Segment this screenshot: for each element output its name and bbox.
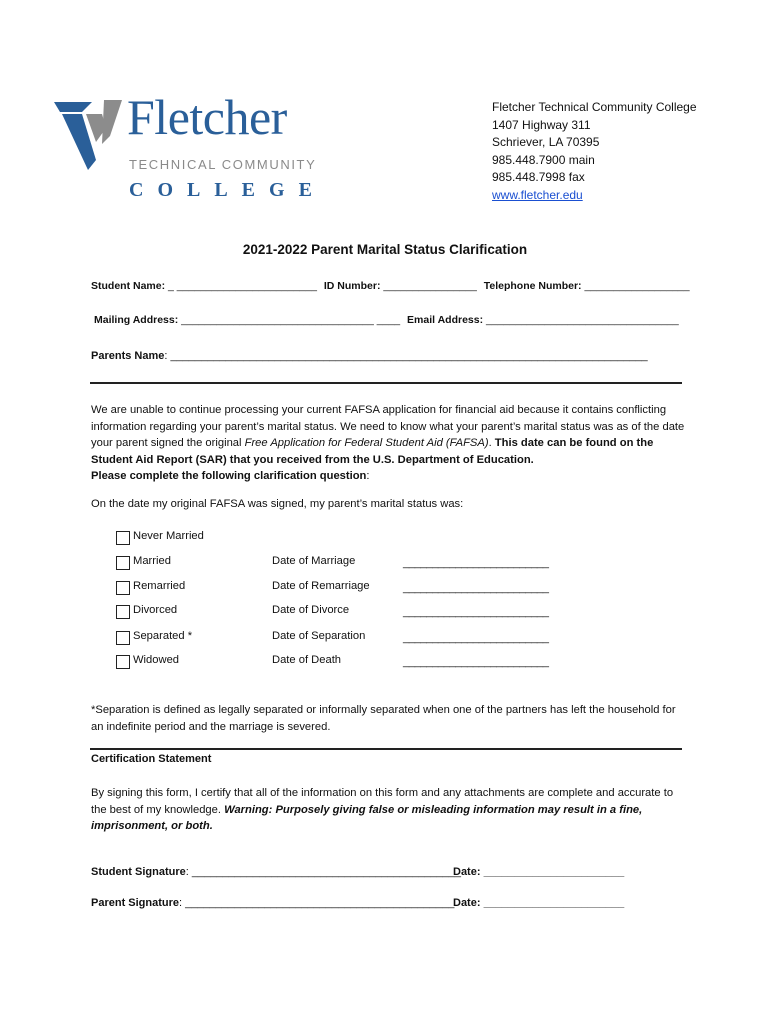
certification-heading: Certification Statement (91, 753, 212, 765)
student-signature-row (91, 866, 461, 878)
status-date-field[interactable]: _________________________ (403, 557, 549, 569)
parent-date-row (453, 897, 624, 909)
status-date-field[interactable]: _________________________ (403, 606, 549, 618)
section-divider (90, 382, 682, 384)
email-label: Email Address: (407, 314, 484, 326)
instructions-paragraph (91, 402, 691, 485)
status-date-label: Date of Separation (272, 630, 366, 642)
certification-warning: Warning: Purposely giving false or misleading information may result in a fine, imprisonment, or both. (91, 803, 643, 832)
parents-colon: : (164, 350, 168, 362)
separation-footnote: *Separation is defined as legally separated or informally separated when one of the partners has left the household for an indefinite period and the marriage is severed. (91, 704, 676, 733)
status-checkbox[interactable] (116, 631, 130, 645)
parent-sig-colon: : (179, 897, 183, 909)
fletcher-logo-mark-icon (52, 98, 132, 178)
logo-wordmark: Fletcher (127, 89, 287, 145)
parent-signature-label: Parent Signature (91, 897, 180, 909)
student-name-label: Student Name: (91, 280, 166, 292)
certification-text (91, 785, 691, 835)
status-option-label: Divorced (133, 604, 178, 616)
status-option-label: Separated * (133, 630, 193, 642)
telephone-field[interactable]: __________________ (584, 280, 690, 292)
marital-question: On the date my original FAFSA was signed, my parent’s marital status was: (91, 498, 464, 510)
student-date-field[interactable]: _______________________ (483, 866, 625, 878)
status-date-field[interactable]: _________________________ (403, 656, 549, 668)
college-address (492, 99, 697, 204)
student-name-field[interactable]: _ ________________________ (168, 280, 317, 292)
period: . (488, 437, 492, 449)
mailing-address-label: Mailing Address: (94, 314, 179, 326)
mailing-address-field[interactable]: _________________________________ ____ (181, 314, 401, 326)
certification-divider (90, 748, 682, 750)
status-date-field[interactable]: _________________________ (403, 582, 549, 594)
address-city: Schriever, LA 70395 (492, 135, 600, 149)
college-logo (52, 89, 326, 206)
telephone-label: Telephone Number: (483, 280, 582, 292)
status-checkbox[interactable] (116, 531, 130, 545)
id-number-field[interactable]: ________________ (383, 280, 477, 292)
status-option-label: Married (133, 555, 171, 567)
certification-statement: By signing this form, I certify that all of the information on this form and any attachments are complete and accurate to the best of my knowledge. (91, 787, 674, 816)
student-signature-field[interactable]: ____________________________________________ (191, 866, 462, 878)
student-info-row (91, 280, 690, 292)
student-sig-colon: : (185, 866, 189, 878)
status-date-label: Date of Marriage (272, 555, 356, 567)
address-street: 1407 Highway 311 (492, 117, 591, 132)
status-checkbox[interactable] (116, 581, 130, 595)
status-checkbox[interactable] (116, 655, 130, 669)
fafsa-italic: Free Application for Federal Student Aid (FAFSA) (244, 437, 489, 449)
parents-row (91, 350, 648, 362)
status-option-label: Never Married (133, 530, 204, 542)
parent-signature-field[interactable]: ____________________________________________ (185, 897, 455, 909)
instructions-text: We are unable to continue processing your current FAFSA application for financial aid because it contains conflicting information regarding your parent’s marital status. We need to know what your parent’s marital status was as of the date your parent signed the original (91, 404, 685, 449)
id-number-label: ID Number: (323, 280, 381, 292)
address-info-row (94, 314, 679, 326)
form-title: 2021-2022 Parent Marital Status Clarification (242, 242, 528, 257)
parent-date-field[interactable]: _______________________ (483, 897, 625, 909)
status-date-label: Date of Divorce (272, 604, 350, 616)
student-signature-label: Student Signature (91, 866, 186, 878)
address-fax: 985.448.7998 fax (492, 170, 585, 184)
logo-college: COLLEGE (129, 179, 326, 201)
status-date-label: Date of Remarriage (272, 580, 370, 592)
status-checkbox[interactable] (116, 556, 130, 570)
clarification-prompt: Please complete the following clarification question (91, 470, 367, 482)
status-date-field[interactable]: _________________________ (403, 632, 549, 644)
student-date-label: Date: (453, 866, 481, 878)
parents-name-field[interactable]: ______________________________________________________________________________ (170, 350, 648, 362)
status-option-label: Remarried (133, 580, 186, 592)
parent-signature-row (91, 897, 454, 909)
address-name: Fletcher Technical Community College (492, 100, 697, 114)
logo-subtitle: TECHNICAL COMMUNITY (129, 157, 317, 172)
address-phone: 985.448.7900 main (492, 152, 595, 167)
parents-name-label: Parents Name (91, 350, 165, 362)
sar-note: This date can be found on the Student Aid Report (SAR) that you received from the U.S. Department of Education. (91, 437, 654, 466)
status-option-label: Widowed (133, 654, 180, 666)
prompt-colon: : (366, 470, 370, 482)
status-checkbox[interactable] (116, 605, 130, 619)
status-date-label: Date of Death (272, 654, 342, 666)
student-date-row (453, 866, 624, 878)
parent-date-label: Date: (453, 897, 481, 909)
email-field[interactable]: _________________________________ (486, 314, 679, 326)
website-link[interactable]: www.fletcher.edu (492, 187, 583, 202)
